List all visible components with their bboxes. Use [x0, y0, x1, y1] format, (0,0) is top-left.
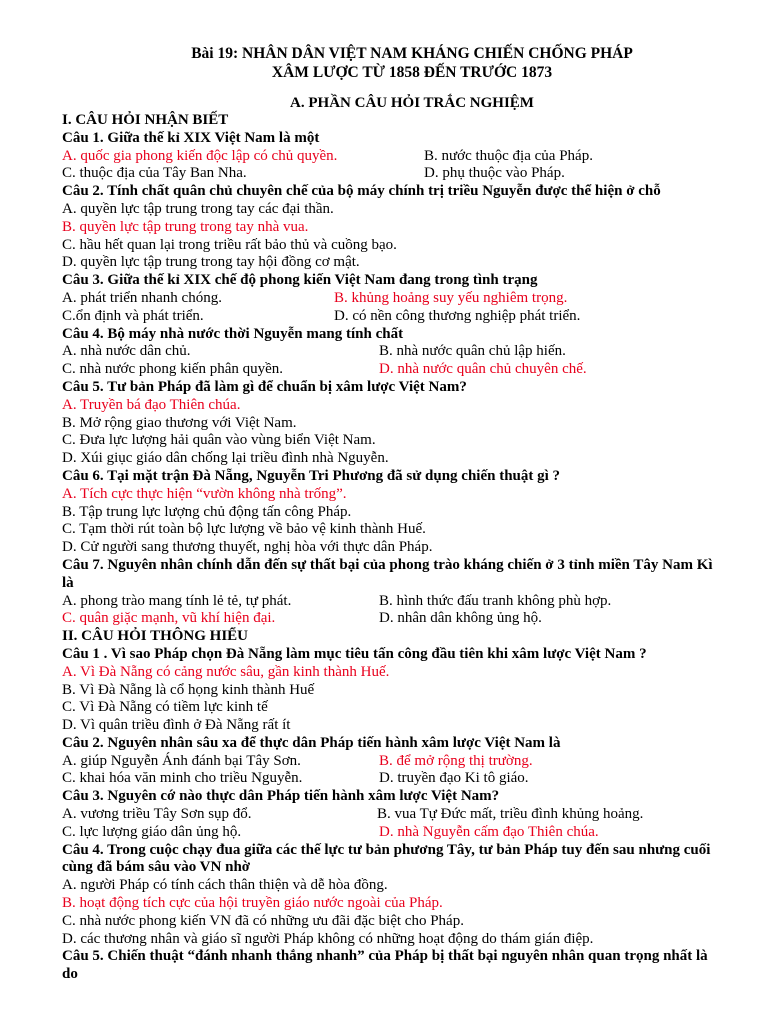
option-c: C. Tạm thời rút toàn bộ lực lượng về bảo vệ kinh thành Huế. — [62, 521, 426, 538]
option-a: A. quyền lực tập trung trong tay các đại thần. — [62, 200, 334, 217]
option-a: A. phát triển nhanh chóng. — [62, 289, 222, 306]
option-b: B. vua Tự Đức mất, triều đình khủng hoảng. — [377, 806, 644, 823]
option-b: B. Mở rộng giao thương với Việt Nam. — [62, 414, 297, 431]
option-d: D. các thương nhân và giáo sĩ người Pháp không có những hoạt động do thám gián điệp. — [62, 930, 594, 947]
options-row — [62, 148, 722, 166]
question-2-4: Câu 4. Trong cuộc chạy đua giữa các thế lực tư bản phương Tây, tư bản Pháp tuy đến sau nhưng cuối cùng đã bám sâu vào VN nhờ — [62, 841, 711, 876]
option-d: D. phụ thuộc vào Pháp. — [424, 165, 565, 182]
part2-heading: II. CÂU HỎI THÔNG HIỂU — [62, 628, 249, 645]
option-a: A. Truyền bá đạo Thiên chúa. — [62, 396, 241, 413]
question-1-2: Câu 2. Tính chất quân chủ chuyên chế của bộ máy chính trị triều Nguyễn được thể hiện ở chỗ — [62, 183, 661, 200]
option-c: C. khai hóa văn minh cho triều Nguyễn. — [62, 770, 303, 787]
option-c: C. nhà nước phong kiến VN đã có những ưu đãi đặc biệt cho Pháp. — [62, 912, 464, 929]
section-a-heading: A. PHẦN CÂU HỎI TRẮC NGHIỆM — [290, 95, 534, 111]
option-c: C. lực lượng giáo dân ủng hộ. — [62, 823, 242, 840]
option-d: D. nhà nước quân chủ chuyên chế. — [379, 361, 587, 378]
option-a: A. Vì Đà Nẵng có cảng nước sâu, gần kinh thành Huế. — [62, 663, 390, 680]
option-d: D. nhà Nguyễn cấm đạo Thiên chúa. — [379, 823, 599, 840]
option-d: D. quyền lực tập trung trong tay hội đồng cơ mật. — [62, 254, 360, 271]
title-line-2: XÂM LƯỢC TỪ 1858 ĐẾN TRƯỚC 1873 — [271, 64, 553, 81]
option-c: C. hầu hết quan lại trong triều rất bảo thủ và cuồng bạo. — [62, 236, 397, 253]
option-a: A. giúp Nguyễn Ánh đánh bại Tây Sơn. — [62, 752, 301, 769]
title-line-1: Bài 19: NHÂN DÂN VIỆT NAM KHÁNG CHIẾN CHỐNG PHÁP — [191, 45, 633, 62]
option-b: B. hoạt động tích cực của hội truyền giáo nước ngoài của Pháp. — [62, 895, 443, 912]
options-row — [62, 806, 722, 824]
options-row — [62, 361, 722, 379]
options-row — [62, 343, 722, 361]
options-row — [62, 824, 722, 842]
options-row — [62, 308, 722, 326]
part1-heading: I. CÂU HỎI NHẬN BIẾT — [62, 112, 229, 128]
option-a: A. Tích cực thực hiện “vườn không nhà trống”. — [62, 485, 347, 502]
question-1-7: Câu 7. Nguyên nhân chính dẫn đến sự thất bại của phong trào kháng chiến ở 3 tỉnh miền Tây Nam Kì là — [62, 556, 713, 591]
option-d: D. nhân dân không ủng hộ. — [379, 610, 542, 627]
option-c: C. thuộc địa của Tây Ban Nha. — [62, 165, 247, 182]
option-c: C. nhà nước phong kiến phân quyền. — [62, 361, 284, 378]
question-2-3: Câu 3. Nguyên cớ nào thực dân Pháp tiến hành xâm lược Việt Nam? — [62, 788, 500, 805]
options-row — [62, 770, 722, 788]
option-c: C. quân giặc mạnh, vũ khí hiện đại. — [62, 610, 276, 627]
question-2-2: Câu 2. Nguyên nhân sâu xa để thực dân Pháp tiến hành xâm lược Việt Nam là — [62, 734, 561, 751]
option-b: B. khủng hoảng suy yếu nghiêm trọng. — [334, 289, 568, 306]
option-b: B. hình thức đấu tranh không phù hợp. — [379, 592, 612, 609]
option-b: B. Tập trung lực lượng chủ động tấn công Pháp. — [62, 503, 352, 520]
option-c: C.ổn định và phát triển. — [62, 307, 204, 324]
option-a: A. phong trào mang tính lẻ tẻ, tự phát. — [62, 592, 292, 609]
question-1-5: Câu 5. Tư bản Pháp đã làm gì để chuẩn bị xâm lược Việt Nam? — [62, 378, 467, 395]
document-page — [62, 44, 722, 984]
question-1-6: Câu 6. Tại mặt trận Đà Nẵng, Nguyễn Tri Phương đã sử dụng chiến thuật gì ? — [62, 467, 561, 484]
option-c: C. Đưa lực lượng hải quân vào vùng biển Việt Nam. — [62, 432, 376, 449]
question-2-1: Câu 1 . Vì sao Pháp chọn Đà Nẵng làm mục tiêu tấn công đầu tiên khi xâm lược Việt Nam ? — [62, 645, 647, 662]
question-1-4: Câu 4. Bộ máy nhà nước thời Nguyễn mang tính chất — [62, 325, 404, 342]
question-2-5: Câu 5. Chiến thuật “đánh nhanh thắng nhanh” của Pháp bị thất bại nguyên nhân quan trọng nhất là do — [62, 948, 708, 983]
option-d: D. Cử người sang thương thuyết, nghị hòa với thực dân Pháp. — [62, 539, 433, 556]
option-d: D. có nền công thương nghiệp phát triển. — [334, 307, 581, 324]
question-1-3: Câu 3. Giữa thế kỉ XIX chế độ phong kiến Việt Nam đang trong tình trạng — [62, 272, 538, 289]
option-a: A. quốc gia phong kiến độc lập có chủ quyền. — [62, 147, 338, 164]
option-b: B. để mở rộng thị trường. — [379, 752, 533, 769]
option-a: A. vương triều Tây Sơn sụp đổ. — [62, 806, 252, 823]
option-c: C. Vì Đà Nẵng có tiềm lực kinh tế — [62, 699, 268, 716]
options-row — [62, 165, 722, 183]
option-d: D. Xúi giục giáo dân chống lại triều đình nhà Nguyễn. — [62, 450, 389, 467]
options-row — [62, 593, 722, 611]
options-row — [62, 753, 722, 771]
option-d: D. Vì quân triều đình ở Đà Nẵng rất ít — [62, 717, 291, 734]
option-b: B. Vì Đà Nẵng là cổ họng kinh thành Huế — [62, 681, 315, 698]
option-b: B. nhà nước quân chủ lập hiến. — [379, 343, 566, 360]
options-row — [62, 610, 722, 628]
option-b: B. quyền lực tập trung trong tay nhà vua. — [62, 218, 309, 235]
option-b: B. nước thuộc địa của Pháp. — [424, 147, 593, 164]
option-a: A. nhà nước dân chủ. — [62, 343, 191, 360]
option-a: A. người Pháp có tính cách thân thiện và dễ hòa đồng. — [62, 877, 388, 894]
option-d: D. truyền đạo Ki tô giáo. — [379, 770, 529, 787]
question-1-1: Câu 1. Giữa thế kỉ XIX Việt Nam là một — [62, 129, 320, 146]
options-row — [62, 290, 722, 308]
